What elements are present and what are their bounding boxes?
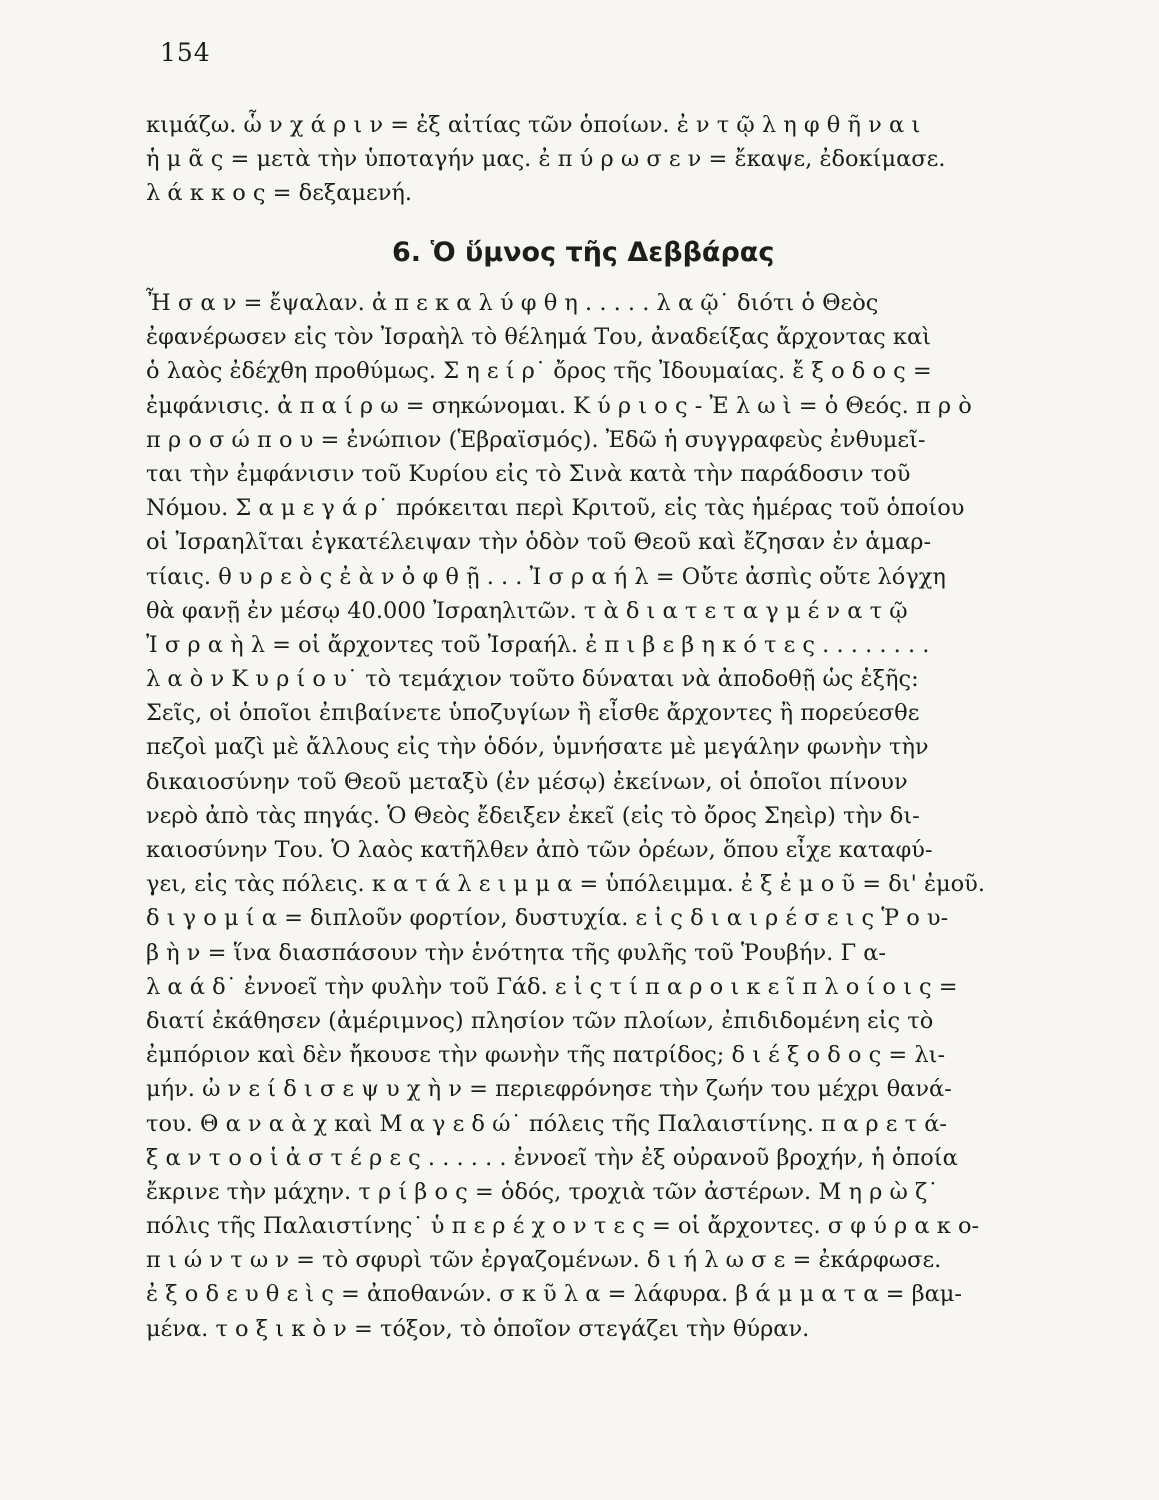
text-line: ἐμπόριον καὶ δὲν ἤκουσε τὴν φωνὴν τῆς πατρίδος; δ ι έ ξ ο δ ο ς = λι- [146,1042,946,1069]
text-line: β ὴ ν = ἵνα διασπάσουν τὴν ἑνότητα τῆς φυλῆς τοῦ Ῥουβήν. Γ α- [146,939,887,966]
text-line: π ι ώ ν τ ω ν = τὸ σφυρὶ τῶν ἐργαζομένων. δ ι ή λ ω σ ε = ἐκάρφωσε. [146,1247,942,1274]
text-line: γει, εἰς τὰς πόλεις. κ α τ ά λ ε ι μ μ α = ὑπόλειμμα. ἐ ξ ἐ μ ο ῦ = δι' ἐμοῦ. [146,871,986,898]
text-line: πόλις τῆς Παλαιστίνης˙ ὑ π ε ρ έ χ ο ν τ ε ς = οἱ ἄρχοντες. σ φ ύ ρ α κ ο- [146,1213,980,1240]
page-number: 154 [160,38,211,67]
text-line: οἱ Ἰσραηλῖται ἐγκατέλειψαν τὴν ὁδὸν τοῦ Θεοῦ καὶ ἔζησαν ἐν ἁμαρ- [146,529,932,556]
text-line: ὁ λαὸς ἐδέχθη προθύμως. Σ η ε ί ρ˙ ὄρος τῆς Ἰδουμαίας. ἔ ξ ο δ ο ς = [146,358,932,385]
text-line: λ ά κ κ ο ς = δεξαμενή. [146,180,413,207]
text-line: μήν. ὠ ν ε ί δ ι σ ε ψ υ χ ὴ ν = περιεφρόνησε τὴν ζωήν του μέχρι θανά- [146,1076,952,1103]
intro-text [146,108,1008,211]
text-line: ἡ μ ᾶ ς = μετὰ τὴν ὑποταγήν μας. ἐ π ύ ρ ω σ ε ν = ἔκαψε, ἐδοκίμασε. [146,146,946,173]
text-line: δικαιοσύνην τοῦ Θεοῦ μεταξὺ (ἐν μέσῳ) ἐκείνων, οἱ ὁποῖοι πίνουν [146,768,908,795]
text-line: Ἰ σ ρ α ὴ λ = οἱ ἄρχοντες τοῦ Ἰσραήλ. ἐ π ι β ε β η κ ό τ ε ς . . . . . . . . [146,631,930,658]
text-line: ται τὴν ἐμφάνισιν τοῦ Κυρίου εἰς τὸ Σινὰ κατὰ τὴν παράδοσιν τοῦ [146,460,911,487]
text-line: Νόμου. Σ α μ ε γ ά ρ˙ πρόκειται περὶ Κριτοῦ, εἰς τὰς ἡμέρας τοῦ ὁποίου [146,495,965,522]
text-line: λ α ά δ˙ ἐννοεῖ τὴν φυλὴν τοῦ Γάδ. ε ἰ ς τ ί π α ρ ο ι κ ε ῖ π λ ο ί ο ι ς = [146,973,958,1000]
text-line: ἐ ξ ο δ ε υ θ ε ὶ ς = ἀποθανών. σ κ ῦ λ α = λάφυρα. β ά μ μ α τ α = βαμ- [146,1281,963,1308]
text-line: π ρ ο σ ώ π ο υ = ἐνώπιον (Ἑβραϊσμός). Ἐδῶ ἡ συγγραφεὺς ἐνθυμεῖ- [146,426,926,453]
section-heading: 6. Ὁ ὕμνος τῆς Δεββάρας [392,237,775,268]
text-line: Σεῖς, οἱ ὁποῖοι ἐπιβαίνετε ὑποζυγίων ἢ εἶσθε ἄρχοντες ἢ πορεύεσθε [146,700,920,727]
text-line: Ἦ σ α ν = ἔψαλαν. ἀ π ε κ α λ ύ φ θ η . . . . . λ α ῷ˙ διότι ὁ Θεὸς [146,290,879,316]
text-line: τίαις. θ υ ρ ε ὸ ς ἐ ὰ ν ὀ φ θ ῇ . . . Ἰ σ ρ α ή λ = Οὔτε ἀσπὶς οὔτε λόγχη [146,563,946,590]
text-line: του. Θ α ν α ὰ χ καὶ Μ α γ ε δ ώ˙ πόλεις τῆς Παλαιστίνης. π α ρ ε τ ά- [146,1110,948,1137]
text-line: διατί ἐκάθησεν (ἀμέριμνος) πλησίον τῶν πλοίων, ἐπιδιδομένη εἰς τὸ [146,1007,934,1034]
text-line: καιοσύνην Του. Ὁ λαὸς κατῆλθεν ἀπὸ τῶν ὀρέων, ὅπου εἶχε καταφύ- [146,837,933,863]
text-line: θὰ φανῇ ἐν μέσῳ 40.000 Ἰσραηλιτῶν. τ ὰ δ ι α τ ε τ α γ μ έ ν α τ ῷ [146,597,908,624]
section-body-text [146,286,1008,1346]
text-line: κιμάζω. ὧ ν χ ά ρ ι ν = ἐξ αἰτίας τῶν ὁποίων. ἐ ν τ ῷ λ η φ θ ῆ ν α ι [146,112,921,138]
text-line: ἐμφάνισις. ἀ π α ί ρ ω = σηκώνομαι. Κ ύ ρ ι ο ς - Ἐ λ ω ὶ = ὁ Θεός. π ρ ὸ [146,392,972,419]
text-line: ἔκρινε τὴν μάχην. τ ρ ί β ο ς = ὁδός, τροχιὰ τῶν ἀστέρων. Μ η ρ ὼ ζ˙ [146,1178,939,1205]
text-line: λ α ὸ ν Κ υ ρ ί ο υ˙ τὸ τεμάχιον τοῦτο δύναται νὰ ἀποδοθῇ ὡς ἑξῆς: [146,666,919,693]
text-line: ξ α ν τ ο ο ἱ ἀ σ τ έ ρ ε ς . . . . . . ἐννοεῖ τὴν ἐξ οὐρανοῦ βροχήν, ἡ ὁποία [146,1144,958,1171]
text-line: δ ι γ ο μ ί α = διπλοῦν φορτίον, δυστυχία. ε ἰ ς δ ι α ι ρ έ σ ε ι ς Ῥ ο υ- [146,905,949,932]
text-line: νερὸ ἀπὸ τὰς πηγάς. Ὁ Θεὸς ἔδειξεν ἐκεῖ (εἰς τὸ ὄρος Σηεὶρ) τὴν δι- [146,802,920,829]
text-line: πεζοὶ μαζὶ μὲ ἄλλους εἰς τὴν ὁδόν, ὑμνήσατε μὲ μεγάλην φωνὴν τὴν [146,734,929,761]
text-line: μένα. τ ο ξ ι κ ὸ ν = τόξον, τὸ ὁποῖον στεγάζει τὴν θύραν. [146,1315,810,1342]
text-line: ἐφανέρωσεν εἰς τὸν Ἰσραὴλ τὸ θέλημά Του, ἀναδείξας ἄρχοντας καὶ [146,324,932,351]
